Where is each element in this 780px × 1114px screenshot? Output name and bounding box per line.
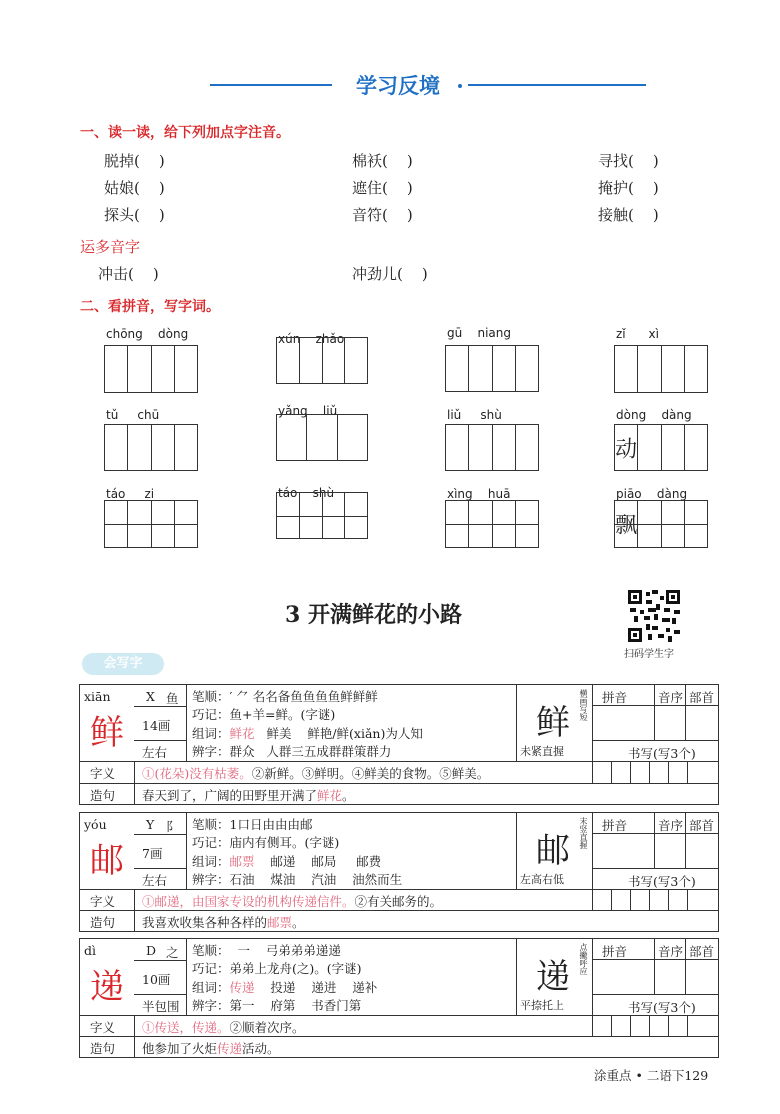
write-header: 书写(写3个) — [628, 874, 696, 889]
table-rule — [80, 783, 718, 784]
table-rule — [134, 889, 135, 931]
write-boxes[interactable] — [104, 345, 198, 393]
table-rule — [592, 761, 593, 783]
write-cell[interactable] — [446, 346, 469, 391]
memory-trick: 巧记：庙内有侧耳。(字谜) — [192, 835, 340, 850]
phonetic-item[interactable]: 寻找( ) — [598, 152, 659, 170]
calligraphy-side-note: 横画写短 — [579, 689, 588, 721]
order-header: 音序 — [658, 818, 684, 833]
example-sentence: 我喜欢收集各种各样的邮票。 — [142, 915, 305, 930]
write-cell[interactable] — [469, 346, 492, 391]
table-rule — [80, 889, 718, 890]
page-footer: 涂重点 • 二语下129 — [594, 1068, 709, 1083]
pinyin-header: 拼音 — [602, 690, 628, 705]
radical-letter: Y — [146, 817, 155, 832]
table-rule — [516, 939, 517, 1015]
write-cell[interactable] — [300, 338, 323, 383]
memory-trick: 巧记：鱼+羊=鲜。(字谜) — [192, 707, 336, 722]
write-cell[interactable] — [638, 425, 661, 470]
table-rule — [592, 868, 718, 869]
pinyin-label: táo zi — [106, 487, 155, 501]
section2-heading: 二、看拼音，写字词。 — [80, 299, 220, 315]
table-rule — [630, 1015, 631, 1036]
qr-code-icon[interactable] — [626, 588, 682, 644]
write-boxes[interactable] — [614, 424, 708, 471]
write-cell[interactable] — [493, 501, 516, 547]
pinyin-header: 拼音 — [602, 818, 628, 833]
table-rule — [134, 868, 186, 869]
phonetic-item[interactable]: 接触( ) — [598, 206, 659, 224]
table-rule — [630, 889, 631, 910]
table-rule — [611, 889, 612, 910]
pinyin-label: dòng dàng — [616, 408, 692, 422]
table-rule — [611, 1015, 612, 1036]
char-pinyin: dì — [84, 943, 96, 958]
table-rule — [668, 1015, 669, 1036]
sentence-label: 造句 — [90, 1041, 116, 1056]
write-cell[interactable] — [469, 425, 492, 470]
table-rule — [685, 813, 686, 868]
write-boxes[interactable] — [104, 500, 198, 548]
write-cell[interactable] — [493, 425, 516, 470]
word-combos: 组词：传递 投递 递进 递补 — [192, 980, 378, 995]
radical: 鱼 — [166, 691, 179, 706]
char-structure: 左右 — [142, 745, 168, 760]
write-cell[interactable] — [128, 425, 151, 470]
phonetic-item[interactable]: 遮住( ) — [352, 179, 413, 197]
pinyin-label: chōng dòng — [106, 327, 189, 341]
prefilled-char: 飘 — [615, 513, 638, 539]
phonetic-item[interactable]: 脱掉( ) — [104, 152, 165, 170]
pinyin-label: liǔ shù — [447, 408, 502, 422]
radical-header: 部首 — [689, 944, 715, 959]
write-cell[interactable] — [516, 501, 538, 547]
table-rule — [134, 994, 186, 995]
table-rule — [649, 761, 650, 783]
table-rule — [592, 740, 718, 741]
table-rule — [592, 1015, 593, 1036]
write-cell[interactable] — [105, 346, 128, 392]
pinyin-label: piāo dàng — [616, 487, 688, 501]
table-rule — [592, 889, 593, 910]
table-rule — [134, 1015, 135, 1057]
meaning-label: 字义 — [90, 1020, 116, 1035]
pinyin-label: xìng huā — [447, 487, 511, 501]
stroke-count: 7画 — [142, 846, 163, 861]
big-char: 鲜 — [90, 713, 124, 753]
write-boxes[interactable] — [276, 492, 368, 539]
write-cell[interactable] — [128, 501, 151, 547]
memory-trick: 巧记：弟弟上龙舟(之)。(字谜) — [192, 961, 362, 976]
write-cell[interactable] — [615, 501, 638, 547]
calligraphy-char: 递 — [536, 957, 570, 997]
write-boxes[interactable] — [614, 500, 708, 548]
qr-caption: 扫码学生字 — [624, 649, 674, 660]
meaning-label: 字义 — [90, 894, 116, 909]
write-cell[interactable] — [615, 425, 638, 470]
table-rule — [134, 761, 135, 804]
word-combos: 组词：鲜花 鲜美 鲜艳/鲜(xiǎn)为人知 — [192, 726, 423, 741]
write-cell[interactable] — [128, 346, 151, 392]
write-header: 书写(写3个) — [628, 746, 696, 761]
table-rule — [186, 685, 187, 761]
radical: 之 — [166, 945, 179, 960]
stroke-count: 14画 — [142, 718, 171, 733]
distinguish-chars: 辨字：群众 人群三五成群群策群力 — [192, 744, 392, 759]
char-card-di — [79, 938, 719, 1058]
write-boxes[interactable] — [445, 500, 539, 548]
write-cell[interactable] — [277, 493, 300, 538]
page-title: 学习反境 — [356, 74, 440, 98]
write-cell[interactable] — [638, 501, 661, 547]
radical-header: 部首 — [689, 818, 715, 833]
radical: 阝 — [166, 819, 179, 834]
phonetic-item[interactable]: 掩护( ) — [598, 179, 659, 197]
write-cell[interactable] — [307, 415, 337, 460]
table-rule — [186, 939, 187, 1015]
example-sentence: 春天到了，广阔的田野里开满了鲜花。 — [142, 788, 355, 803]
write-cell[interactable] — [685, 425, 707, 470]
calligraphy-char: 鲜 — [536, 703, 570, 743]
write-cell[interactable] — [615, 346, 638, 392]
phonetic-item[interactable]: 探头( ) — [104, 206, 165, 224]
calligraphy-char: 邮 — [536, 831, 570, 871]
write-cell[interactable] — [662, 501, 685, 547]
write-boxes[interactable] — [445, 345, 539, 392]
calligraphy-tip: 平捺托上 — [520, 999, 564, 1012]
stroke-order: 笔顺：1口日由由由邮 — [192, 817, 313, 832]
write-cell[interactable] — [152, 346, 175, 392]
write-cell[interactable] — [516, 425, 538, 470]
table-rule — [687, 1015, 688, 1036]
calligraphy-tip: 未紧直握 — [520, 745, 564, 758]
write-cell[interactable] — [685, 501, 707, 547]
stroke-order: 笔顺： 一 弓弟弟弟递递 — [192, 943, 341, 958]
table-rule — [654, 939, 655, 994]
write-cell[interactable] — [152, 501, 175, 547]
sentence-label: 造句 — [90, 915, 116, 930]
write-cell[interactable] — [638, 346, 661, 392]
write-boxes[interactable] — [276, 414, 368, 461]
write-boxes[interactable] — [104, 424, 198, 471]
meaning-label: 字义 — [90, 766, 116, 781]
word-combos: 组词：邮票 邮递 邮局 邮费 — [192, 854, 382, 869]
char-pinyin: yóu — [84, 817, 107, 832]
table-rule — [186, 813, 187, 889]
write-cell[interactable] — [105, 425, 128, 470]
write-cell[interactable] — [277, 338, 300, 383]
pinyin-label: yǎng liǔ — [278, 404, 338, 418]
pinyin-header: 拼音 — [602, 944, 628, 959]
write-cell[interactable] — [175, 346, 197, 392]
char-card-xian — [79, 684, 719, 805]
char-structure: 左右 — [142, 873, 168, 888]
table-rule — [668, 889, 669, 910]
stroke-order: 笔顺：′ ⺈ 名名备鱼鱼鱼鱼鲜鲜鲜 — [192, 689, 378, 704]
pinyin-label: xún zhǎo — [278, 332, 345, 346]
big-char: 递 — [90, 967, 124, 1007]
table-rule — [80, 761, 718, 762]
table-rule — [685, 685, 686, 740]
lesson-title: 3 开满鲜花的小路 — [285, 602, 462, 628]
write-cell[interactable] — [345, 493, 367, 538]
table-rule — [654, 813, 655, 868]
pinyin-label: zǐ xì — [616, 327, 659, 341]
write-boxes[interactable] — [614, 345, 708, 393]
write-cell[interactable] — [152, 425, 175, 470]
calligraphy-tip: 左高右低 — [520, 873, 564, 886]
write-cell[interactable] — [446, 501, 469, 547]
header-rule-left — [210, 84, 332, 86]
table-rule — [630, 761, 631, 783]
table-rule — [654, 685, 655, 740]
write-cell[interactable] — [345, 338, 367, 383]
section1-heading: 一、读一读，给下列加点字注音。 — [80, 125, 290, 141]
distinguish-chars: 辨字：石油 煤油 汽油 油然而生 — [192, 872, 403, 887]
polyphone-item[interactable]: 冲劲儿( ) — [352, 265, 428, 283]
stroke-count: 10画 — [142, 972, 171, 987]
write-boxes[interactable] — [445, 424, 539, 471]
table-rule — [80, 910, 718, 911]
phonetic-item[interactable]: 音符( ) — [352, 206, 413, 224]
char-pinyin: xiān — [84, 689, 111, 704]
table-rule — [649, 889, 650, 910]
write-cell[interactable] — [685, 346, 707, 392]
radical-header: 部首 — [689, 690, 715, 705]
table-rule — [516, 685, 517, 761]
write-cell[interactable] — [175, 501, 197, 547]
table-rule — [516, 813, 517, 889]
write-cell[interactable] — [105, 501, 128, 547]
table-rule — [611, 761, 612, 783]
write-cell[interactable] — [469, 501, 492, 547]
write-cell[interactable] — [446, 425, 469, 470]
pinyin-label: tǔ chū — [106, 408, 160, 422]
phonetic-item[interactable]: 棉袄( ) — [352, 152, 413, 170]
table-rule — [592, 994, 718, 995]
write-cell[interactable] — [516, 346, 538, 391]
write-cell[interactable] — [300, 493, 323, 538]
table-rule — [80, 1015, 718, 1016]
write-header: 书写(写3个) — [628, 1000, 696, 1015]
order-header: 音序 — [658, 690, 684, 705]
example-sentence: 他参加了火炬传递活动。 — [142, 1041, 280, 1056]
write-cell[interactable] — [277, 415, 307, 460]
prefilled-char: 动 — [615, 437, 638, 462]
table-rule — [687, 761, 688, 783]
table-rule — [649, 1015, 650, 1036]
table-rule — [668, 761, 669, 783]
write-cell[interactable] — [338, 415, 367, 460]
distinguish-chars: 辨字：第一 府第 书香门第 — [192, 998, 362, 1013]
meaning-text: ①传送，传递。②顺着次序。 — [142, 1020, 305, 1035]
radical-letter: D — [146, 943, 157, 958]
header-dot — [458, 84, 462, 88]
pinyin-label: táo shù — [278, 486, 335, 500]
calligraphy-side-note: 末竖直握 — [579, 817, 588, 849]
polyphone-item[interactable]: 冲击( ) — [98, 265, 159, 283]
char-card-you — [79, 812, 719, 932]
table-rule — [134, 740, 186, 741]
write-cell[interactable] — [662, 425, 685, 470]
sentence-label: 造句 — [90, 788, 116, 803]
big-char: 邮 — [90, 841, 124, 881]
pinyin-label: gū niang — [447, 326, 511, 340]
write-cell[interactable] — [175, 425, 197, 470]
write-cell[interactable] — [493, 346, 516, 391]
order-header: 音序 — [658, 944, 684, 959]
write-boxes[interactable] — [276, 337, 368, 384]
phonetic-item[interactable]: 姑娘( ) — [104, 179, 165, 197]
table-rule — [687, 889, 688, 910]
polyphone-heading: 运多音字 — [80, 238, 141, 256]
table-rule — [80, 1036, 718, 1037]
write-cell[interactable] — [323, 493, 346, 538]
write-chars-badge: 会写字 — [82, 653, 164, 675]
meaning-text: ①邮递，由国家专设的机构传递信件。②有关邮务的。 — [142, 894, 443, 909]
radical-letter: X — [146, 689, 155, 704]
table-rule — [685, 939, 686, 994]
char-structure: 半包围 — [142, 999, 180, 1014]
meaning-text: ①(花朵)没有枯萎。②新鲜。③鲜明。④鲜美的食物。⑤鲜美。 — [142, 766, 490, 781]
write-cell[interactable] — [662, 346, 685, 392]
calligraphy-side-note: 点撇呼应 — [579, 943, 588, 975]
write-cell[interactable] — [323, 338, 346, 383]
header-rule-right — [468, 84, 646, 86]
